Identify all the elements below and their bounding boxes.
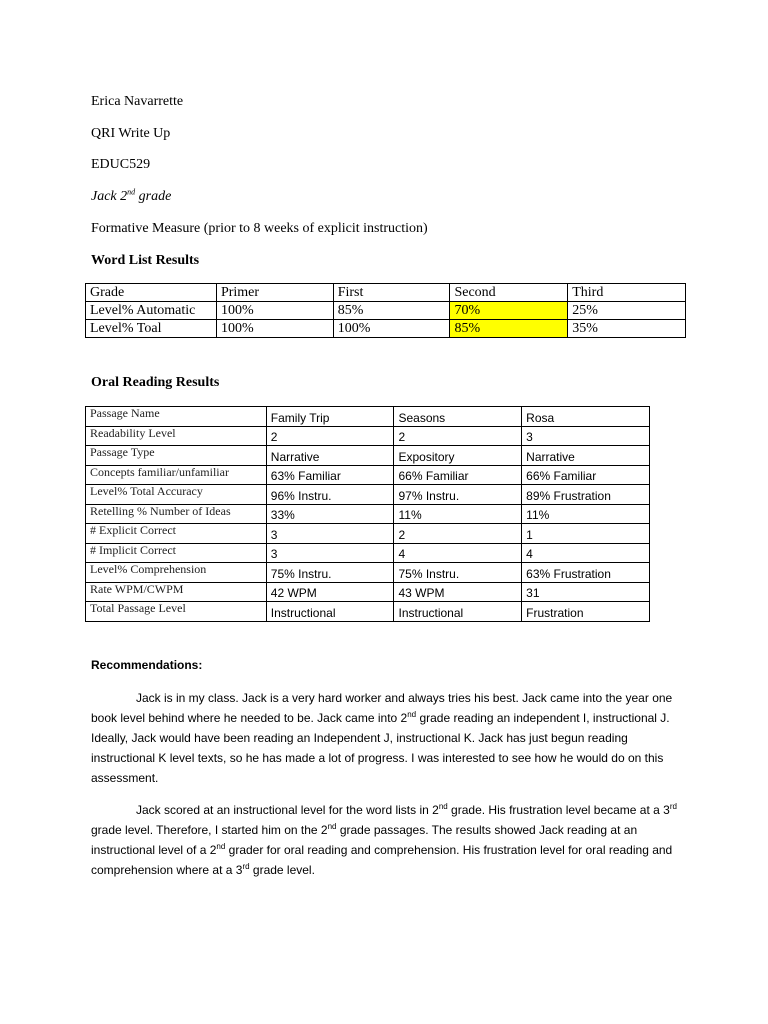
table-row [86,485,650,505]
table-cell: 42 WPM [266,582,394,602]
table-cell: Narrative [266,446,394,466]
table-cell: Instructional [266,602,394,622]
row-label: Level% Automatic [86,302,217,320]
table-cell: 66% Familiar [394,465,522,485]
student-grade-suffix: grade [135,189,172,204]
table-row [86,407,650,427]
document-title: QRI Write Up [91,126,171,141]
table-cell: 4 [394,543,522,563]
recommendations-heading: Recommendations: [91,658,203,672]
row-label: Readability Level [86,426,267,446]
word-list-header-row [86,284,686,302]
row-label: Level% Comprehension [86,563,267,583]
oral-reading-table [85,406,650,622]
table-cell: 66% Familiar [522,465,650,485]
p1-sup-a: nd [407,710,417,719]
p2-sup-a: nd [438,802,448,811]
word-list-col-header: Primer [216,284,333,302]
word-list-col-header: Second [450,284,568,302]
table-row [86,563,650,583]
word-list-heading: Word List Results [91,253,200,268]
table-cell: 11% [394,504,522,524]
table-cell: 100% [216,320,333,338]
p2-text-c: grade level. Therefore, I started him on the 2 [91,823,328,837]
table-cell: Instructional [394,602,522,622]
table-cell: Expository [394,446,522,466]
table-cell: 31 [522,582,650,602]
table-cell: Family Trip [266,407,394,427]
table-row [86,582,650,602]
student-grade-sup: nd [127,187,136,197]
table-row [86,426,650,446]
table-cell: 100% [216,302,333,320]
p2-sup-d: nd [216,842,226,851]
row-label: Retelling % Number of Ideas [86,504,267,524]
row-label: Rate WPM/CWPM [86,582,267,602]
p1-text-b: grade reading an independent I, instructional J. Ideally, Jack would have been reading an Independent J, instructional K. Jack has just begun reading instructional K level texts, so he has made a lot of progress. I was interested to see how he would do on this assessment. [91,711,670,785]
measure-line: Formative Measure (prior to 8 weeks of explicit instruction) [91,221,428,236]
table-cell: Frustration [522,602,650,622]
table-row [86,602,650,622]
table-cell: 2 [394,524,522,544]
row-label: Concepts familiar/unfamiliar [86,465,267,485]
p2-sup-e: rd [242,862,250,871]
p2-sup-b: rd [669,802,677,811]
table-cell: 3 [266,543,394,563]
p2-sup-c: nd [327,822,337,831]
table-cell: 33% [266,504,394,524]
table-cell: 3 [522,426,650,446]
table-cell: 75% Instru. [266,563,394,583]
p2-text-a: Jack scored at an instructional level for the word lists in 2 [136,803,439,817]
student-line [91,189,171,205]
p2-text-e: grader for oral reading and comprehension. His frustration level for oral reading and comprehension where at a 3 [91,843,673,877]
row-label: Level% Toal [86,320,217,338]
table-cell: 25% [568,302,686,320]
row-label: Level% Total Accuracy [86,485,267,505]
row-label: Passage Type [86,446,267,466]
table-cell: 85% [333,302,450,320]
oral-reading-heading: Oral Reading Results [91,375,220,390]
word-list-col-header: Third [568,284,686,302]
table-cell: 2 [266,426,394,446]
oral-reading-table-body [86,407,650,622]
table-cell: Narrative [522,446,650,466]
table-cell: Rosa [522,407,650,427]
table-cell: 100% [333,320,450,338]
p2-text-d: grade passages. The results showed Jack reading at an instructional level of a 2 [91,823,638,857]
table-cell: Seasons [394,407,522,427]
row-label: # Implicit Correct [86,543,267,563]
table-cell: 75% Instru. [394,563,522,583]
table-cell: 43 WPM [394,582,522,602]
table-cell: 63% Frustration [522,563,650,583]
word-list-col-header: Grade [86,284,217,302]
author-name: Erica Navarrette [91,94,184,109]
table-row [86,446,650,466]
p1-text-a: Jack is in my class. Jack is a very hard worker and always tries his best. Jack came into the year one book level behind where he needed to be. Jack came into 2 [91,691,673,725]
table-cell: 4 [522,543,650,563]
table-cell: 2 [394,426,522,446]
table-cell: 97% Instru. [394,485,522,505]
p2-text-f: grade level. [249,863,315,877]
recommendation-paragraph-2 [91,800,681,880]
recommendation-paragraph-1 [91,688,681,788]
table-cell: 96% Instru. [266,485,394,505]
row-label: Passage Name [86,407,267,427]
word-list-table [85,283,686,338]
course-code: EDUC529 [91,157,151,172]
table-cell: 3 [266,524,394,544]
table-row [86,524,650,544]
table-row [86,504,650,524]
table-cell: 11% [522,504,650,524]
table-cell-highlighted: 85% [450,320,568,338]
table-row [86,320,686,338]
row-label: # Explicit Correct [86,524,267,544]
row-label: Total Passage Level [86,602,267,622]
table-cell: 35% [568,320,686,338]
student-name: Jack 2 [91,189,128,204]
table-cell: 1 [522,524,650,544]
table-cell: 63% Familiar [266,465,394,485]
table-row [86,465,650,485]
table-row [86,302,686,320]
table-cell: 89% Frustration [522,485,650,505]
p2-text-b: grade. His frustration level became at a 3 [447,803,670,817]
table-cell-highlighted: 70% [450,302,568,320]
table-row [86,543,650,563]
word-list-col-header: First [333,284,450,302]
